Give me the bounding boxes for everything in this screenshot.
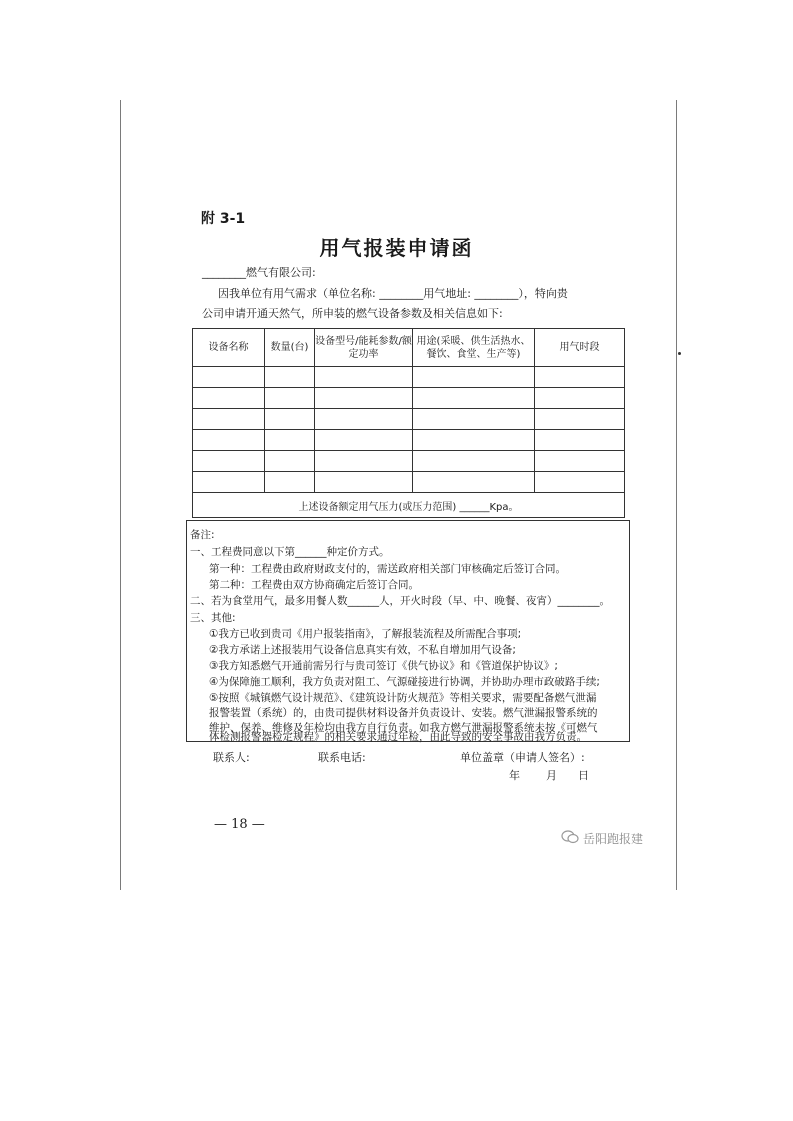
scan-left-border: [120, 100, 121, 890]
note-item-3-5a: ⑤按照《城镇燃气设计规范》、《建筑设计防火规范》等相关要求，需要配备燃气泄漏: [209, 692, 597, 704]
note-item-3-2: ②我方承诺上述报装用气设备信息真实有效，不私自增加用气设备;: [209, 644, 516, 656]
annex-label: 附 3-1: [201, 211, 246, 227]
addressee: ________燃气有限公司:: [202, 266, 316, 279]
seal-signature-label: 单位盖章（申请人签名）:: [460, 751, 585, 764]
header-model: 设备型号/能耗参数/额定功率: [315, 329, 413, 367]
header-quantity: 数量(台): [265, 329, 315, 367]
header-usage-period: 用气时段: [535, 329, 625, 367]
table-row: [193, 367, 625, 388]
scan-right-border: [676, 100, 677, 890]
note-item-1-option-1: 第一种：工程费由政府财政支付的，需送政府相关部门审核确定后签订合同。: [209, 563, 566, 575]
table-row: [193, 430, 625, 451]
contact-person-label: 联系人:: [213, 751, 250, 764]
watermark: [561, 830, 643, 847]
scan-speck: [678, 352, 681, 355]
notes-heading: 备注:: [190, 529, 215, 541]
intro-line-1: 因我单位有用气需求（单位名称: ________用气地址: ________），特向贵: [218, 287, 568, 300]
note-item-3-5b: 报警装置（系统）的，由贵司提供材料设备并负责设计、安装。燃气泄漏报警系统的: [209, 707, 598, 719]
table-row: [193, 388, 625, 409]
notes-box: [186, 520, 630, 742]
header-purpose: 用途(采暖、供生活热水、餐饮、食堂、生产等): [413, 329, 535, 367]
header-device-name: 设备名称: [193, 329, 265, 367]
page-title: 用气报装申请函: [319, 236, 474, 260]
date-year-label: 年: [509, 769, 520, 782]
contact-phone-label: 联系电话:: [318, 751, 366, 764]
date-day-label: 日: [578, 769, 589, 782]
intro-line-2: 公司申请开通天然气，所申装的燃气设备参数及相关信息如下:: [202, 307, 503, 320]
pressure-row: [193, 493, 625, 518]
note-item-3: 三、其他:: [190, 612, 236, 624]
note-item-1-option-2: 第二种：工程费由双方协商确定后签订合同。: [209, 579, 419, 591]
equipment-table: [192, 328, 625, 518]
note-item-2: 二、若为食堂用气，最多用餐人数______人，开火时段（早、中、晚餐、夜宵）________。: [190, 595, 610, 607]
date-month-label: 月: [546, 769, 557, 782]
note-item-3-4: ④为保障施工顺利，我方负责对阻工、气源碰接进行协调，并协助办理市政破路手续;: [209, 676, 600, 688]
note-item-3-1: ①我方已收到贵司《用户报装指南》，了解报装流程及所需配合事项;: [209, 628, 522, 640]
table-row: [193, 409, 625, 430]
watermark-text: 岳阳跑报建: [583, 832, 644, 846]
page-number: — 18 —: [214, 817, 265, 832]
note-item-3-3: ③我方知悉燃气开通前需另行与贵司签订《供气协议》和《管道保护协议》;: [209, 660, 558, 672]
pressure-line: 上述设备额定用气压力(或压力范围) ______Kpa。: [193, 493, 625, 518]
note-item-3-5c: 维护、保养、维修及年检均由我方自行负责。如我方燃气泄漏报警系统未按《可燃气: [209, 722, 598, 734]
table-header-row: [193, 329, 625, 367]
table-row: [193, 451, 625, 472]
wechat-icon: [561, 830, 579, 847]
note-item-1: 一、工程费同意以下第______种定价方式。: [190, 546, 390, 558]
note-item-3-5d: 体检测报警器检定规程》的相关要求通过年检，由此导致的安全事故由我方负责。: [209, 731, 587, 743]
table-row: [193, 472, 625, 493]
